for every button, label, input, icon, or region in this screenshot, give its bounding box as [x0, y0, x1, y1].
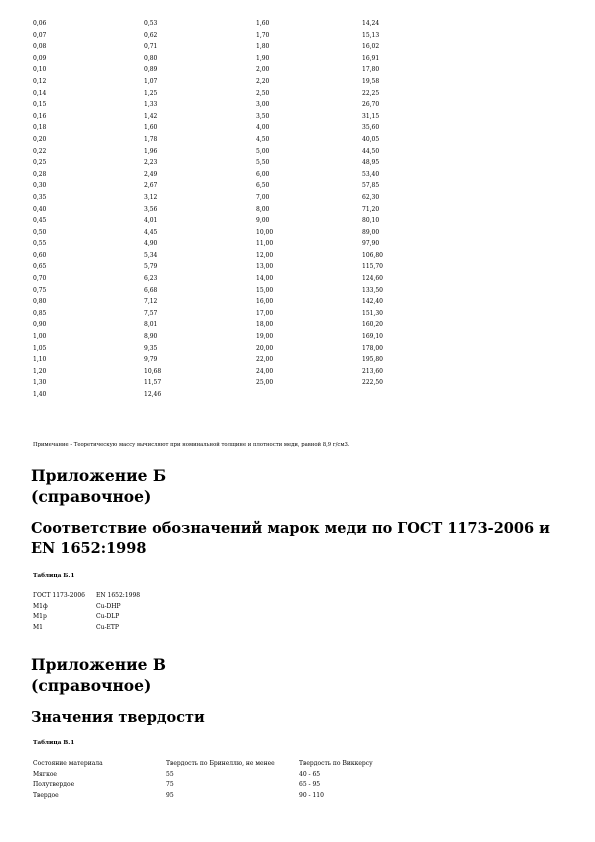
- table-cell: 0,14: [33, 89, 47, 97]
- table-cell: 9,79: [144, 356, 158, 364]
- table-cell: 0,10: [33, 66, 47, 74]
- table-cell: 1,30: [33, 379, 47, 387]
- table-cell: Мягкое: [33, 770, 57, 778]
- table-cell: 1,78: [144, 135, 158, 143]
- table-cell: 0,35: [33, 193, 47, 201]
- table-cell: 1,25: [144, 89, 158, 97]
- table-v1-caption: Таблица В.1: [33, 740, 75, 746]
- table-cell: 8,01: [144, 321, 158, 329]
- table-cell: 19,00: [256, 333, 274, 341]
- appendix-b-heading-cont: EN 1652:1998: [31, 540, 147, 557]
- table-cell: 213,60: [362, 367, 383, 375]
- table-cell: 1,07: [144, 77, 158, 85]
- table-cell: 24,00: [256, 367, 274, 375]
- table-cell: 11,00: [256, 240, 274, 248]
- table-cell: 169,10: [362, 333, 383, 341]
- table-cell: 3,56: [144, 205, 158, 213]
- table-cell: 142,40: [362, 298, 383, 306]
- table-cell: 17,80: [362, 66, 380, 74]
- table-cell: 14,00: [256, 275, 274, 283]
- table-cell: 2,67: [144, 182, 158, 190]
- table-cell: 15,13: [362, 31, 380, 39]
- table-cell: 5,79: [144, 263, 158, 271]
- table-cell: 0,25: [33, 159, 47, 167]
- table-cell: 1,96: [144, 147, 158, 155]
- table-cell: 0,20: [33, 135, 47, 143]
- table-cell: 5,00: [256, 147, 270, 155]
- table-cell: 0,71: [144, 43, 158, 51]
- table-cell: 0,22: [33, 147, 47, 155]
- table-cell: 115,70: [362, 263, 383, 271]
- table-cell: 11,57: [144, 379, 162, 387]
- table-cell: 97,90: [362, 240, 380, 248]
- table-cell: 0,75: [33, 286, 47, 294]
- table-cell: 4,00: [256, 124, 270, 132]
- table-cell: 16,91: [362, 54, 380, 62]
- table-cell: 0,45: [33, 217, 47, 225]
- table-cell: 19,58: [362, 77, 380, 85]
- appendix-v-subtitle: (справочное): [31, 676, 152, 695]
- table-cell: 6,00: [256, 170, 270, 178]
- table-cell: 40 - 65: [299, 770, 321, 778]
- table-cell: 0,09: [33, 54, 47, 62]
- table-cell: 1,80: [256, 43, 270, 51]
- table-v1-header: Состояние материала: [33, 760, 103, 767]
- table-cell: 1,60: [144, 124, 158, 132]
- table-cell: 1,05: [33, 344, 47, 352]
- table-cell: 57,85: [362, 182, 380, 190]
- table-cell: 133,50: [362, 286, 383, 294]
- table-cell: 16,00: [256, 298, 274, 306]
- table-cell: 0,60: [33, 251, 47, 259]
- table-cell: 55: [166, 770, 174, 778]
- table-cell: 31,15: [362, 112, 380, 120]
- table-cell: 22,00: [256, 356, 274, 364]
- table-cell: 80,10: [362, 217, 380, 225]
- table-cell: Полутвердое: [33, 781, 75, 788]
- table-cell: 1,42: [144, 112, 158, 120]
- table-cell: 2,20: [256, 77, 270, 85]
- table-cell: 0,70: [33, 275, 47, 283]
- table-cell: 53,40: [362, 170, 380, 178]
- table-cell: 90 - 110: [299, 791, 324, 799]
- table-cell: М1р: [33, 613, 47, 620]
- table-cell: 0,89: [144, 66, 158, 74]
- table-cell: 1,10: [33, 356, 47, 364]
- table-cell: 0,55: [33, 240, 47, 248]
- table-cell: 0,90: [33, 321, 47, 329]
- table-cell: 12,46: [144, 391, 162, 398]
- table-cell: 75: [166, 781, 174, 788]
- table-cell: 0,50: [33, 228, 47, 236]
- table-cell: 0,30: [33, 182, 47, 190]
- table-cell: 2,23: [144, 159, 158, 167]
- table-cell: Cu-ETP: [96, 623, 119, 631]
- table-cell: 17,00: [256, 309, 274, 317]
- table-cell: 0,08: [33, 43, 47, 51]
- table-cell: 62,30: [362, 193, 380, 201]
- table-cell: 7,12: [144, 298, 158, 306]
- table-cell: 0,16: [33, 112, 47, 120]
- table-cell: Твердое: [33, 791, 59, 799]
- table-cell: 2,50: [256, 89, 270, 97]
- table-cell: 4,01: [144, 217, 158, 225]
- table-cell: 8,00: [256, 205, 270, 213]
- table-b1-header: ГОСТ 1173-2006: [33, 592, 85, 599]
- table-cell: 6,68: [144, 286, 158, 294]
- table-cell: М1ф: [33, 602, 48, 610]
- table-cell: Cu-DHP: [96, 602, 121, 610]
- table-cell: 0,28: [33, 170, 47, 178]
- table-cell: 35,60: [362, 124, 380, 132]
- table-cell: 1,70: [256, 31, 270, 39]
- table-cell: 2,49: [144, 170, 158, 178]
- table-cell: 160,20: [362, 321, 383, 329]
- table-cell: 4,90: [144, 240, 158, 248]
- table-cell: Cu-DLP: [96, 613, 120, 620]
- table-cell: 71,20: [362, 205, 380, 213]
- table-cell: 26,70: [362, 101, 380, 109]
- table-cell: 14,24: [362, 20, 380, 27]
- table-cell: 7,57: [144, 309, 158, 317]
- table-cell: 4,45: [144, 228, 158, 236]
- table-cell: 89,00: [362, 228, 380, 236]
- table-cell: 95: [166, 791, 174, 799]
- table-cell: 9,35: [144, 344, 158, 352]
- table-cell: 0,62: [144, 31, 158, 39]
- table-cell: 0,12: [33, 77, 47, 85]
- table-b1-header: EN 1652:1998: [96, 592, 141, 599]
- table-cell: 222,50: [362, 379, 383, 387]
- table-cell: 18,00: [256, 321, 274, 329]
- appendix-b-title: Приложение Б: [31, 466, 167, 485]
- table-cell: 1,20: [33, 367, 47, 375]
- table-cell: 12,00: [256, 251, 274, 259]
- table-cell: 22,25: [362, 89, 380, 97]
- table-cell: 1,00: [33, 333, 47, 341]
- table-cell: 4,50: [256, 135, 270, 143]
- table-cell: 0,80: [33, 298, 47, 306]
- table-cell: 124,60: [362, 275, 383, 283]
- table-cell: 20,00: [256, 344, 274, 352]
- appendix-v-heading: Значения твердости: [31, 709, 205, 726]
- table-b1-caption: Таблица Б.1: [33, 573, 75, 579]
- table-cell: 25,00: [256, 379, 274, 387]
- table-cell: 44,50: [362, 147, 380, 155]
- table-cell: 1,33: [144, 101, 158, 109]
- table-cell: 6,50: [256, 182, 270, 190]
- table-cell: 40,05: [362, 135, 380, 143]
- table-cell: 6,23: [144, 275, 158, 283]
- table-cell: 195,80: [362, 356, 383, 364]
- mass-table-note: Примечание - Теоретическую массу вычисляют при номинальной толщине и плотности меди, равной 8,9 г/см3.: [33, 442, 350, 448]
- table-cell: 0,53: [144, 20, 158, 27]
- table-cell: 0,80: [144, 54, 158, 62]
- table-v1-header: Твердость по Виккерсу: [299, 760, 373, 767]
- table-cell: 0,07: [33, 31, 47, 39]
- table-cell: 2,00: [256, 66, 270, 74]
- table-cell: 48,95: [362, 159, 380, 167]
- table-cell: М1: [33, 623, 43, 631]
- table-cell: 15,00: [256, 286, 274, 294]
- table-cell: 3,00: [256, 101, 270, 109]
- table-cell: 5,34: [144, 251, 158, 259]
- table-cell: 1,90: [256, 54, 270, 62]
- table-cell: 13,00: [256, 263, 274, 271]
- table-cell: 7,00: [256, 193, 270, 201]
- table-cell: 0,06: [33, 20, 47, 27]
- table-cell: 10,00: [256, 228, 274, 236]
- appendix-b-heading: Соответствие обозначений марок меди по ГОСТ 1173-2006 и: [31, 520, 550, 537]
- table-cell: 178,00: [362, 344, 383, 352]
- table-cell: 3,12: [144, 193, 158, 201]
- table-cell: 16,02: [362, 43, 380, 51]
- table-cell: 0,85: [33, 309, 47, 317]
- table-cell: 1,60: [256, 20, 270, 27]
- table-cell: 0,40: [33, 205, 47, 213]
- table-v1-header: Твердость по Бринеллю, не менее: [166, 760, 275, 767]
- table-cell: 0,18: [33, 124, 47, 132]
- table-cell: 3,50: [256, 112, 270, 120]
- appendix-b-subtitle: (справочное): [31, 487, 152, 506]
- appendix-v-title: Приложение В: [31, 655, 166, 674]
- table-cell: 106,80: [362, 251, 383, 259]
- table-cell: 65 - 95: [299, 781, 321, 788]
- table-cell: 1,40: [33, 391, 47, 398]
- table-cell: 8,90: [144, 333, 158, 341]
- table-cell: 0,15: [33, 101, 47, 109]
- table-cell: 10,68: [144, 367, 162, 375]
- table-cell: 5,50: [256, 159, 270, 167]
- table-cell: 9,00: [256, 217, 270, 225]
- table-cell: 0,65: [33, 263, 47, 271]
- table-cell: 151,30: [362, 309, 383, 317]
